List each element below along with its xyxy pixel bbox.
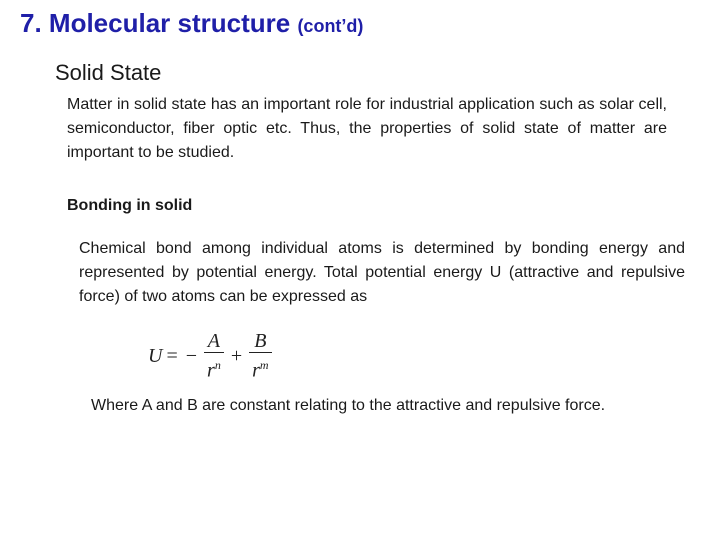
repulsive-denominator: $r^m$ bbox=[249, 352, 271, 383]
attractive-numerator: A bbox=[207, 330, 221, 352]
bonding-paragraph: Chemical bond among individual atoms is determined by bonding energy and represented by potential energy. Total potential energy U (attractive and repulsive force) of two atoms can be expressed as bbox=[79, 240, 685, 305]
slide-title bbox=[20, 8, 363, 39]
equation-equals: = bbox=[166, 344, 178, 367]
equation-lhs: U bbox=[148, 344, 163, 367]
repulsive-numerator: B bbox=[254, 330, 267, 352]
equation-minus: − bbox=[185, 344, 198, 367]
constants-note: Where A and B are constant relating to the attractive and repulsive force. bbox=[91, 397, 606, 414]
potential-energy-equation bbox=[148, 330, 275, 383]
equation-plus: + bbox=[230, 344, 243, 367]
slide-title-text: 7. Molecular structure bbox=[20, 8, 291, 38]
attractive-term bbox=[204, 330, 224, 383]
bonding-subheading: Bonding in solid bbox=[67, 197, 193, 214]
slide-title-suffix: (cont’d) bbox=[297, 16, 364, 36]
repulsive-term bbox=[249, 330, 271, 383]
section-heading: Solid State bbox=[55, 60, 162, 85]
attractive-denominator: $r^n$ bbox=[204, 352, 224, 383]
intro-paragraph: Matter in solid state has an important role for industrial application such as solar cell, semiconductor, fiber optic etc. Thus, the properties of solid state of matter are important to be studied. bbox=[67, 96, 667, 161]
